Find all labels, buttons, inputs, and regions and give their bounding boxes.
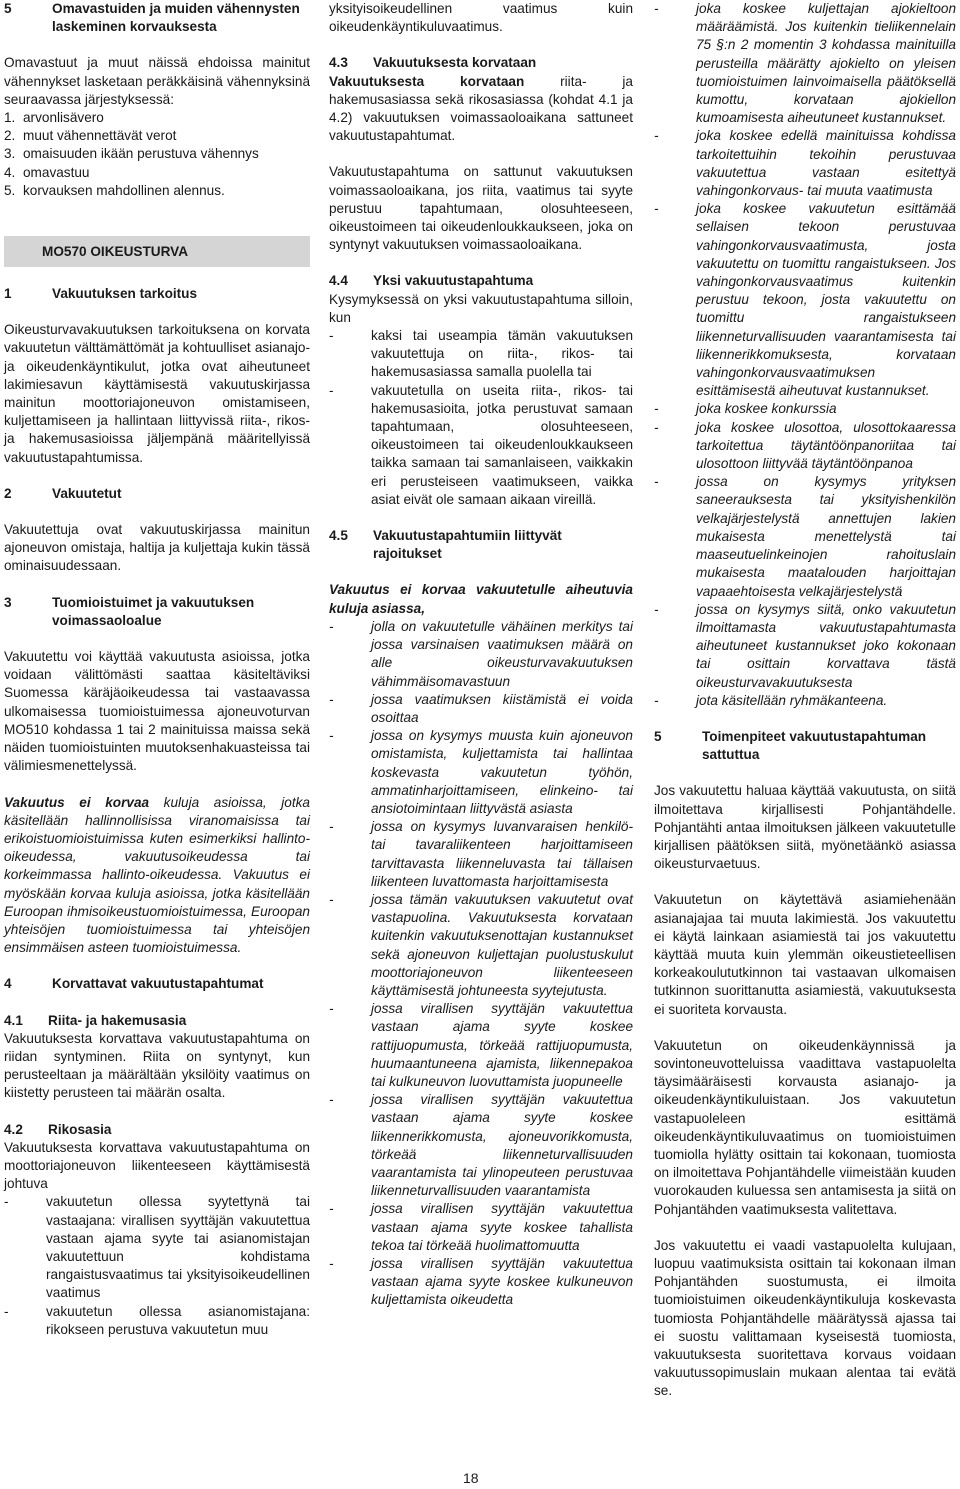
list-text: jossa virallisen syyttäjän vakuutettua vastaan ajama syyte koskee tahallista tekoa tai törkeää huolimattomuutta (371, 1201, 633, 1253)
list-item (329, 1000, 633, 1091)
list-text: jossa virallisen syyttäjän vakuutettua vastaan ajama syyte koskee liikennerikkomusta, ajoneuvorikkomusta, törkeää liikenneturvallisuuden vaarantamista tai ylinopeuteen perustuvaa liikenneturvallisuuden vaarantamista (371, 1092, 633, 1199)
list-item (4, 164, 310, 182)
section-title: Vakuutetut (52, 485, 122, 501)
numbered-list (4, 109, 310, 200)
section-heading (4, 975, 310, 993)
subsection-title: Vakuutuksesta korvataan (373, 55, 537, 71)
section-number: 5 (4, 1, 12, 16)
list-number: 4. (4, 164, 16, 180)
list-item (4, 127, 310, 145)
list-text: jolla on vakuutetulle vähäinen merkitys tai jossa varsinaisen vaatimuksen määrä on alle oikeusturvavakuutuksen vähimmäisomavastuun (371, 618, 633, 689)
paragraph: Vakuutus ei korvaa vakuutetulle aiheutuvia kuluja asiassa, (329, 582, 633, 616)
list-item (654, 419, 956, 474)
paragraph: Vakuutettuja ovat vakuutuskirjassa mainitun ajoneuvon omistaja, haltija ja kuljettaja kukin tässä ominaisuudessaan. (4, 522, 310, 574)
list-text: jossa on kysymys yrityksen saneerauksesta tai yksityishenkilön velkajärjestelystä annettujen lakien mukaisesta menettelystä tai maaseutuelinkeinojen rahoituslain mukaisesta maatalouden harjoittajan vapaaehtoisesta velkajärjestelystä (696, 474, 956, 599)
list-text: joka koskee vakuutetun esittämää sellaisen tekoon perustuvaa vahingonkorvausvaatimusta, josta vakuutettu on tuomittu rangaistukseen. Jos vahingonkorvausvaatimus kuitenkin perustuu tekoon, josta vakuutettu on tuomittu rangaistukseen liikenneturvallisuuden vaarantamisesta tai liikennerikkomuksesta, korvataan vahingonkorvausvaatimuksen esittämisestä aiheutuvat kustannukset. (696, 201, 956, 399)
list-text: jossa on kysymys siitä, onko vakuutetun ilmoittamasta vakuutustapahtumasta aiheutuneet kustannukset joko kokonaan tai osittain korvattava tästä oikeusturvavakuutuksesta (696, 601, 956, 690)
dash-bullet: - (329, 728, 334, 744)
section-title: Tuomioistuimet ja vakuutuksen voimassaoloalue (52, 594, 255, 628)
list-number: 3. (4, 146, 16, 162)
section-heading (4, 594, 310, 630)
dash-bullet: - (329, 618, 334, 634)
subsection-number: 4.5 (329, 528, 348, 544)
paragraph: Vakuutettu voi käyttää vakuutusta asioissa, jotka voidaan välittömästi saattaa käsiteltäviksi Suomessa käräjäoikeudessa tai vastaavassa ulkomaisessa tuomioistuimessa ajoneuvoturvan MO510 kohdassa 1 tai 2 mainituissa maissa sekä näiden tuomioistuinten muutoksenhakuasteissa tai välimiesmenettelyssä. (4, 649, 310, 774)
column-middle (329, 0, 633, 1310)
paragraph: Vakuutustapahtuma on sattunut vakuutuksen voimassaoloaikana, jos riita, vaatimus tai syyte perustuu tapahtumaan, olosuhteeseen, oikeustoimeen tai oikeudenloukkaukseen, joka on syntynyt vakuutuksen voimassaoloaikana. (329, 164, 633, 253)
section-number: 2 (4, 485, 12, 501)
subsection-heading (329, 54, 633, 72)
section-title: Vakuutuksen tarkoitus (52, 286, 198, 302)
list-text: jossa virallisen syyttäjän vakuutettua vastaan ajama syyte koskee kulkuneuvon kuljettamista oikeudetta (371, 1256, 633, 1308)
section-heading (654, 728, 956, 764)
paragraph (4, 794, 310, 958)
list-item (654, 400, 956, 418)
subsection-title: Rikosasia (48, 1121, 112, 1137)
paragraph: yksityisoikeudellinen vaatimus kuin oikeudenkäyntikuluvaatimus. (329, 1, 633, 35)
list-item (654, 601, 956, 692)
emphasis: Vakuutus ei korvaa (4, 794, 150, 810)
dash-bullet: - (329, 382, 334, 398)
list-item (4, 182, 310, 200)
list-text: korvauksen mahdollinen alennus. (23, 182, 225, 198)
paragraph: Oikeusturvavakuutuksen tarkoituksena on korvata vakuutetun välttämättömät ja kohtuulliset asianajo- ja oikeudenkäyntikulut, jotka ovat aiheutuneet lakimiesavun käyttämisestä vakuutuskirjassa mainitun moottoriajoneuvon omistamiseen, kuljettamiseen ja hallintaan liittyvissä riita-, rikos- ja hakemusasioissa jäljempänä määritellyissä vakuutustapahtumissa. (4, 322, 310, 465)
dash-bullet: - (4, 1194, 9, 1210)
emphasis: Vakuutuksesta korvataan (329, 73, 525, 89)
list-text: omaisuuden ikään perustuva vähennys (23, 146, 259, 162)
list-item (329, 618, 633, 691)
subsection-heading (4, 1121, 310, 1139)
dash-bullet: - (329, 328, 334, 344)
dash-bullet: - (329, 1001, 334, 1017)
list-item (654, 0, 956, 127)
dash-bullet: - (329, 891, 334, 907)
list-item (329, 818, 633, 891)
list-text: vakuutetun ollessa asianomistajana: rikokseen perustuva vakuutetun muu (46, 1303, 310, 1337)
section-number: 1 (4, 286, 12, 302)
dash-bullet: - (654, 201, 659, 217)
paragraph (329, 73, 633, 146)
section-title: Omavastuiden ja muiden vähennysten laskeminen korvauksesta (52, 1, 300, 35)
dash-bullet: - (4, 1303, 9, 1319)
subsection-heading (329, 527, 633, 563)
list-text: arvonlisävero (23, 110, 104, 126)
dash-bullet: - (329, 691, 334, 707)
list-item (4, 145, 310, 163)
paragraph-text: riita- ja hakemusasiassa sekä rikosasiassa (kohdat 4.1 ja 4.2) vakuutuksen voimassaoloaikana sattuneet vakuutustapahtumat. (329, 73, 633, 144)
list-item (329, 1200, 633, 1255)
dash-list (654, 0, 956, 710)
list-item (329, 327, 633, 382)
dash-bullet: - (654, 1, 659, 16)
list-text: joka koskee konkurssia (696, 401, 837, 417)
section-heading (4, 485, 310, 503)
list-text: omavastuu (23, 164, 90, 180)
section-title: Toimenpiteet vakuutustapahtuman sattuttua (702, 728, 927, 763)
list-item (4, 109, 310, 127)
list-item (4, 1193, 310, 1302)
dash-bullet: - (329, 1092, 334, 1108)
section-number: 4 (4, 976, 12, 992)
dash-list (329, 327, 633, 509)
list-text: jossa tämän vakuutuksen vakuutetut ovat vastapuolina. Vakuutuksesta korvataan kuitenkin vakuutuksenottajan kustannukset sekä ajoneuvon kuljettajan puolustuskulut moottoriajoneuvon liikenteeseen käyttämisestä johtuneesta syytejutusta. (371, 891, 633, 998)
list-item (4, 1303, 310, 1339)
subsection-number: 4.1 (4, 1012, 23, 1028)
list-number: 1. (4, 110, 16, 126)
dash-bullet: - (654, 419, 659, 435)
paragraph: Omavastuut ja muut näissä ehdoissa mainitut vähennykset lasketaan peräkkäisinä vähennyksinä seuraavassa järjestyksessä: (4, 55, 310, 107)
list-item (329, 891, 633, 1000)
section-heading (4, 285, 310, 303)
list-item (654, 692, 956, 710)
subsection-title: Riita- ja hakemusasia (48, 1012, 187, 1028)
dash-bullet: - (329, 1256, 334, 1271)
paragraph: Vakuutetun on oikeudenkäynnissä ja sovintoneuvotteluissa vaadittava vastapuolelta täysimääräisesti korvausta asianajo- ja oikeudenkäyntikuluistaan. Jos vakuutetun vastapuoleleen esittämä oikeudenkäyntikuluvaatimus on tuomioistuimen tuomiolla hylätty osittain tai kokonaan, tuomiosta on ilmoitettava Pohjantähdelle viimeistään kuuden vuorokauden kuluessa sen antamisesta ja siitä on Pohjantähden vaatimuksesta valitettava. (654, 1037, 956, 1217)
list-text: jossa on kysymys muusta kuin ajoneuvon omistamista, kuljettamista tai hallintaa koskevasta vakuutetun työhön, ammatinharjoittamiseen, elinkeino- tai ansiotoimintaan liittyvästä asiasta (371, 728, 633, 816)
list-item (654, 473, 956, 600)
list-item (329, 1255, 633, 1310)
dash-bullet: - (654, 601, 659, 617)
list-item (329, 691, 633, 727)
page-number: 18 (463, 1470, 479, 1486)
section-title: Korvattavat vakuutustapahtumat (52, 976, 264, 992)
dash-list (4, 1193, 310, 1339)
paragraph: Kysymyksessä on yksi vakuutustapahtuma silloin, kun (329, 291, 633, 325)
subsection-number: 4.2 (4, 1121, 23, 1137)
list-text: vakuutetun ollessa syytettynä tai vastaajana: virallisen syyttäjän vakuutettua vastaan ajama syyte tai asianomistajan vakuutettuun kohdistama rangaistusvaatimus tai yksityisoikeudellinen vaatimus (46, 1194, 310, 1301)
column-right (654, 0, 956, 1401)
list-text: muut vähennettävät verot (23, 128, 177, 144)
paragraph: Vakuutuksesta korvattava vakuutustapahtuma on moottoriajoneuvon liikenteeseen käyttämisestä johtuva (4, 1139, 310, 1192)
list-item (329, 727, 633, 818)
list-item (654, 200, 956, 400)
list-text: jossa on kysymys luvanvaraisen henkilö- tai tavaraliikenteen harjoittamiseen tarvittavasta liikenneluvasta tai tällaisen liikenteen luvattomasta harjoittamisesta (371, 819, 633, 889)
section-banner: MO570 OIKEUSTURVA (4, 236, 310, 267)
paragraph: Jos vakuutettu haluaa käyttää vakuutusta, on siitä ilmoitettava kirjallisesti Pohjantähdelle. Pohjantähti antaa ilmoituksen jälkeen vakuutetulle kirjallisen päätöksen siitä, myönetäänkö asiassa oikeusturvaetuus. (654, 783, 956, 872)
dash-list (329, 618, 633, 1310)
subsection-heading (4, 1012, 310, 1030)
list-text: joka koskee edellä mainituissa kohdissa tarkoitettuihin tekoihin perustuvaa vakuutettua vastaan esitettyä vahingonkorvaus- tai muuta vaatimusta (696, 128, 956, 199)
list-text: jossa virallisen syyttäjän vakuutettua vastaan ajama syyte koskee rattijuopumusta, törkeää rattijuopumusta, huumaantuneena ajamista, liikennepakoa tai kulkuneuvon luovuttamista juopuneelle (371, 1001, 633, 1089)
list-item (654, 127, 956, 200)
subsection-heading (329, 272, 633, 290)
column-left (4, 0, 310, 1339)
list-text: jota käsitellään ryhmäkanteena. (696, 692, 888, 708)
list-item (329, 382, 633, 509)
dash-bullet: - (654, 128, 659, 144)
section-heading (4, 0, 310, 36)
paragraph-text: kuluja asioissa, jotka käsitellään hallinnollisissa viranomaisissa tai erikoistuomioistuimissa kuten esimerkiksi hallinto-oikeudessa, vakuutusoikeudessa tai korkeimmassa hallinto-oikeudessa. Vakuutus ei myöskään korvaa kuluja asioissa, jotka käsitellään Euroopan ihmisoikeustuomioistuimessa, Euroopan yhteisöjen tuomioistuimessa tai yhteisöjen ensimmäisen asteen tuomioistuimessa. (4, 794, 310, 956)
list-text: vakuutetulla on useita riita-, rikos- tai hakemusasioita, jotka perustuvat samaan tapahtumaan, olosuhteeseen, oikeustoimeen tai oikeudenloukkaukseen taikka samaan tai samanlaiseen, vaikkakin eri perusteiseen vaatimukseen, vaikka asiat eivät ole samaan aikaan vireillä. (371, 382, 633, 507)
list-number: 2. (4, 128, 16, 144)
dash-bullet: - (329, 819, 334, 835)
subsection-number: 4.4 (329, 273, 348, 289)
dash-bullet: - (654, 692, 659, 708)
subsection-title: Vakuutustapahtumiin liittyvät rajoitukset (373, 528, 562, 562)
list-text: joka koskee kuljettajan ajokieltoon määräämistä. Jos kuitenkin tieliikennelain 75 §:n 2 momentin 3 kohdassa mainituilla perusteilla määrätty ajokielto on yleisen tuomioistuimen lainvoimaisella päätöksellä kumottu, korvataan ajokiellon kumoamisesta aiheutuneet kustannukset. (696, 1, 956, 126)
list-text: jossa vaatimuksen kiistämistä ei voida osoittaa (371, 691, 633, 725)
dash-bullet: - (329, 1201, 334, 1217)
list-text: kaksi tai useampia tämän vakuutuksen vakuutettuja on riita-, rikos- tai hakemusasiassa samalla puolella tai (371, 328, 633, 380)
section-number: 3 (4, 594, 12, 610)
subsection-title: Yksi vakuutustapahtuma (373, 273, 534, 289)
paragraph: Jos vakuutettu ei vaadi vastapuolelta kulujaan, luopuu vaatimuksista osittain tai kokonaan ilman Pohjantähden suostumusta, ei ilmoita tuomioistuimen oikeudenkäyntikuluja koskevasta tuomiosta Pohjantähdelle määrätyssä ajassa tai ei suostu valittamaan kyseisestä tuomiosta, vakuutuksesta suoritettava korvaus voidaan vakuutussopimuslain mukaan alentaa tai evätä se. (654, 1237, 956, 1399)
dash-bullet: - (654, 474, 659, 490)
list-number: 5. (4, 182, 16, 198)
list-item (329, 1091, 633, 1200)
paragraph: Vakuutetun on käytettävä asiamiehenään asianajajaa tai muuta lakimiestä. Jos vakuutettu ei käytä lainkaan asiamiestä tai jos vakuutettu käyttää muuta kuin ylemmän oikeustieteellisen korkeakoulututkinnon tai vastaavan ulkomaisen tutkinnon suorittanutta asiamiestä, vakuutuksesta ei suoriteta korvausta. (654, 892, 956, 1017)
dash-bullet: - (654, 401, 659, 417)
subsection-number: 4.3 (329, 55, 348, 71)
list-text: joka koskee ulosottoa, ulosottokaaressa tarkoitettua täytäntöönpanoriitaa tai ulosottoon liittyvää täytäntöönpanoa (696, 419, 956, 472)
section-number: 5 (654, 728, 662, 744)
paragraph: Vakuutuksesta korvattava vakuutustapahtuma on riidan syntyminen. Riita on syntynyt, kun perusteeltaan ja määrältään yksilöity vaatimus on kiistetty perusteen tai määrän osalta. (4, 1030, 310, 1101)
